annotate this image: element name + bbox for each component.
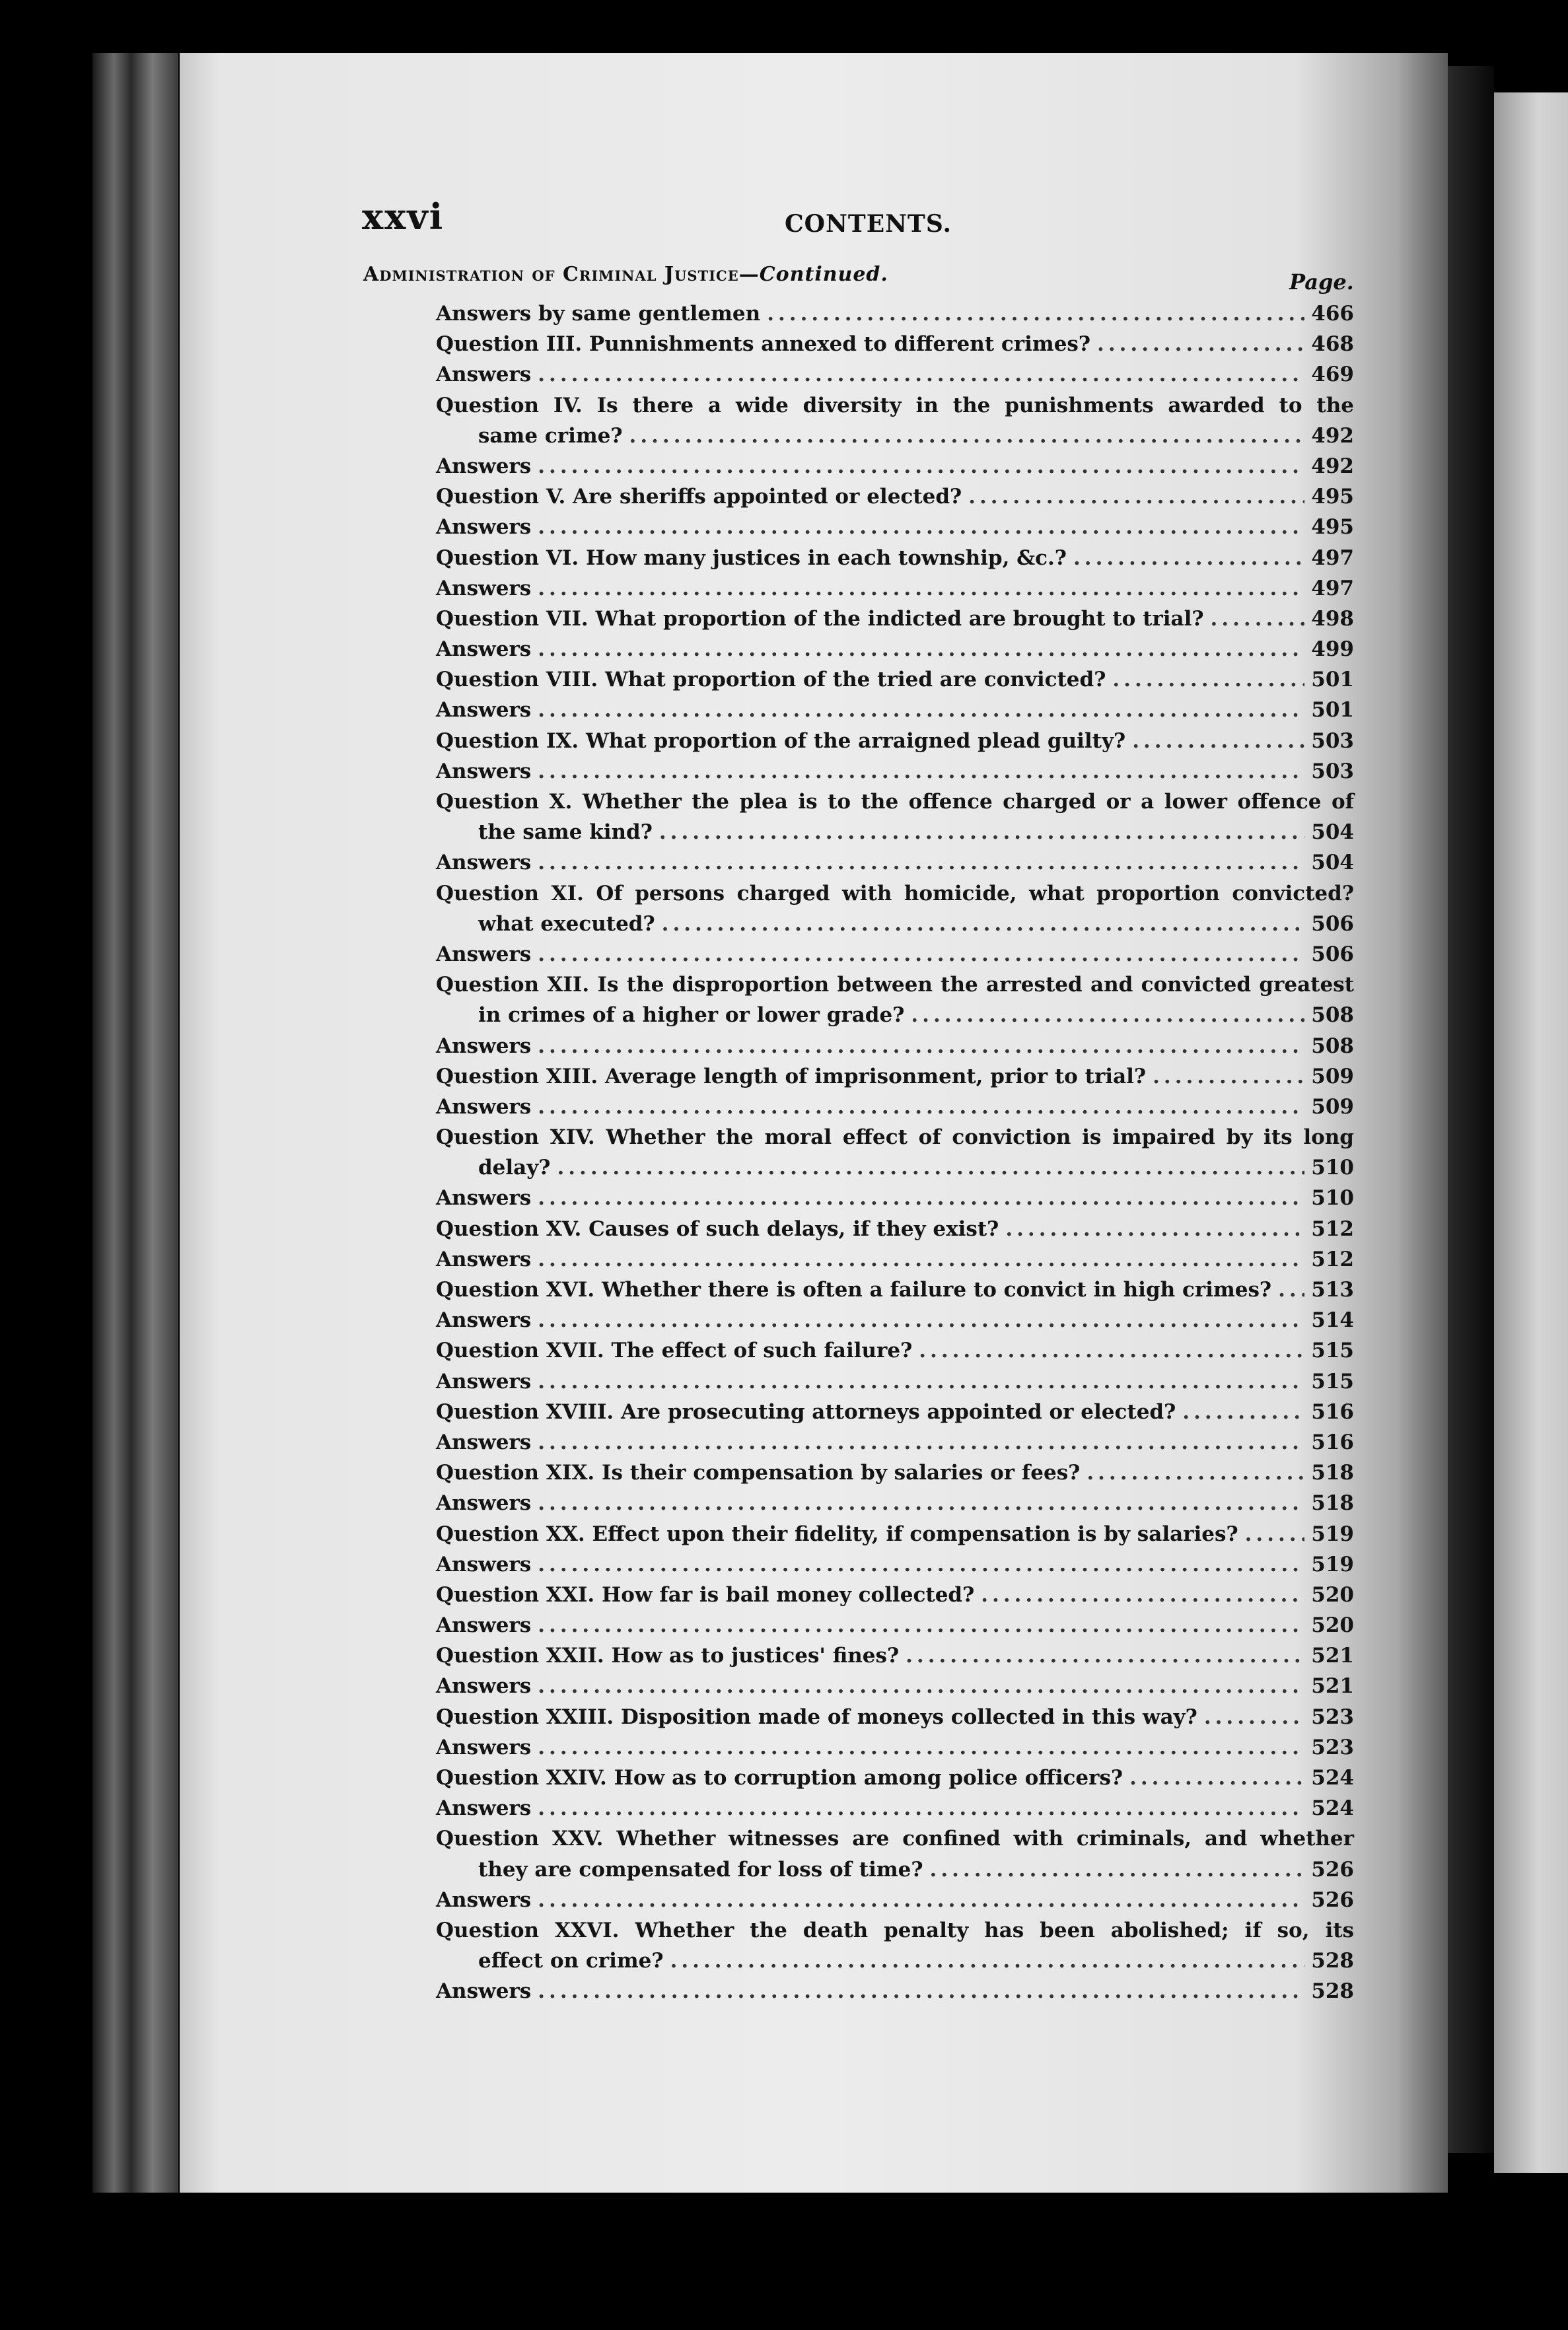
- contents-entry: [436, 1244, 1354, 1275]
- entry-title: Answers: [436, 637, 532, 662]
- book-gutter: [1448, 66, 1494, 2153]
- entry-page-number: 508: [1311, 1034, 1354, 1058]
- leader-dots: [538, 1427, 1304, 1458]
- leader-dots: [557, 1152, 1304, 1183]
- leader-dots: [670, 1946, 1305, 1976]
- entry-title: Answers: [436, 454, 532, 478]
- entry-title: Answers: [436, 851, 532, 875]
- contents-entry: [436, 1671, 1354, 1701]
- entry-title: Answers: [436, 1491, 532, 1516]
- contents-entry: [436, 1946, 1354, 1976]
- contents-entry: [436, 909, 1354, 939]
- contents-entry: [436, 939, 1354, 970]
- entry-title: Question IX. What proportion of the arraigned plead guilty?: [436, 728, 1126, 753]
- entry-page-number: 492: [1311, 423, 1354, 448]
- entry-page-number: 524: [1311, 1766, 1354, 1790]
- leader-dots: [1153, 1061, 1304, 1092]
- entry-page-number: 504: [1311, 851, 1354, 875]
- leader-dots: [930, 1854, 1305, 1885]
- entry-title: Answers: [436, 576, 532, 600]
- leader-dots: [1087, 1458, 1304, 1488]
- leader-dots: [662, 909, 1305, 939]
- entry-page-number: 497: [1311, 546, 1354, 570]
- section-heading-continued: Continued.: [759, 263, 888, 286]
- contents-entry-first-line: Question XXVI. Whether the death penalty has been abolished; if so, its: [436, 1918, 1354, 1942]
- contents-entry: [436, 1763, 1354, 1793]
- entry-page-number: 509: [1311, 1064, 1354, 1088]
- section-heading-text: Administration of Criminal Justice—: [363, 263, 760, 286]
- leader-dots: [1073, 543, 1304, 573]
- entry-page-number: 469: [1311, 363, 1354, 387]
- entry-title: delay?: [478, 1156, 551, 1180]
- entry-page-number: 521: [1311, 1644, 1354, 1668]
- entry-page-number: 526: [1311, 1857, 1354, 1882]
- leader-dots: [538, 1885, 1304, 1915]
- entry-title: Answers: [436, 698, 532, 723]
- leader-dots: [538, 1793, 1304, 1823]
- leader-dots: [1211, 604, 1305, 634]
- entry-page-number: 523: [1311, 1705, 1354, 1729]
- contents-entry: [436, 695, 1354, 725]
- contents-entry: [436, 1183, 1354, 1213]
- entry-title: they are compensated for loss of time?: [478, 1857, 923, 1882]
- leader-dots: [538, 1549, 1304, 1580]
- entry-title: what executed?: [478, 911, 655, 936]
- entry-page-number: 520: [1311, 1582, 1354, 1607]
- entry-page-number: 495: [1311, 515, 1354, 540]
- leader-dots: [538, 1031, 1304, 1061]
- leader-dots: [538, 1092, 1304, 1122]
- entry-title: Question III. Punnishments annexed to different crimes?: [436, 332, 1091, 357]
- contents-entry: [436, 664, 1354, 695]
- entry-page-number: 515: [1311, 1369, 1354, 1394]
- entry-title: Question VI. How many justices in each township, &c.?: [436, 546, 1067, 570]
- leader-dots: [538, 1610, 1304, 1641]
- entry-page-number: 498: [1311, 606, 1354, 631]
- entry-title: Answers: [436, 1979, 532, 2004]
- contents-entry: [436, 543, 1354, 573]
- contents-entry: [436, 1488, 1354, 1518]
- leader-dots: [981, 1580, 1304, 1610]
- entry-page-number: 520: [1311, 1613, 1354, 1638]
- contents-entry: [436, 1854, 1354, 1885]
- entry-page-number: 515: [1311, 1339, 1354, 1363]
- entry-title: Question XXIV. How as to corruption among police officers?: [436, 1766, 1123, 1790]
- contents-entry: [436, 451, 1354, 481]
- entry-page-number: 503: [1311, 759, 1354, 783]
- entry-title: Answers: [436, 759, 532, 783]
- entry-title: Answers: [436, 515, 532, 540]
- leader-dots: [538, 634, 1304, 664]
- contents-entry: [436, 1061, 1354, 1092]
- entry-page-number: 509: [1311, 1094, 1354, 1119]
- entry-page-number: 512: [1311, 1217, 1354, 1241]
- contents-entry: [436, 1976, 1354, 2006]
- contents-entry: [436, 1214, 1354, 1244]
- entry-title: Answers: [436, 1735, 532, 1759]
- contents-entry: [436, 573, 1354, 604]
- contents-entry: [436, 1366, 1354, 1397]
- contents-entry: [436, 1885, 1354, 1915]
- book-page-edges: [92, 53, 178, 2193]
- entry-title: Answers: [436, 1369, 532, 1394]
- contents-entry: [436, 421, 1354, 451]
- entry-page-number: 521: [1311, 1674, 1354, 1699]
- entry-page-number: 523: [1311, 1735, 1354, 1759]
- leader-dots: [538, 1671, 1304, 1701]
- entry-title: Answers: [436, 1552, 532, 1576]
- entry-title: Answers: [436, 1888, 532, 1912]
- page-column-label: Page.: [1289, 269, 1354, 295]
- contents-entry: [436, 1000, 1354, 1030]
- leader-dots: [538, 512, 1304, 542]
- leader-dots: [1245, 1519, 1305, 1549]
- leader-dots: [538, 359, 1304, 390]
- entry-page-number: 528: [1311, 1979, 1354, 2004]
- entry-page-number: 519: [1311, 1522, 1354, 1546]
- entry-page-number: 513: [1311, 1278, 1354, 1302]
- leader-dots: [538, 1244, 1304, 1275]
- entry-page-number: 499: [1311, 637, 1354, 662]
- contents-entry: [436, 1275, 1354, 1305]
- entry-page-number: 512: [1311, 1247, 1354, 1271]
- entry-title: Answers: [436, 1094, 532, 1119]
- facing-page-bleed: [1494, 92, 1568, 2173]
- entry-title: Question XXII. How as to justices' fines?: [436, 1644, 900, 1668]
- leader-dots: [538, 1366, 1304, 1397]
- leader-dots: [1278, 1275, 1304, 1305]
- leader-dots: [1005, 1214, 1304, 1244]
- contents-entry: [436, 1732, 1354, 1763]
- entry-title: Question VII. What proportion of the indicted are brought to trial?: [436, 606, 1204, 631]
- entry-page-number: 518: [1311, 1461, 1354, 1485]
- contents-entry: [436, 1031, 1354, 1061]
- leader-dots: [538, 451, 1304, 481]
- entry-title: Answers: [436, 1308, 532, 1333]
- entry-page-number: 503: [1311, 728, 1354, 753]
- leader-dots: [629, 421, 1305, 451]
- entry-page-number: 514: [1311, 1308, 1354, 1333]
- entry-page-number: 504: [1311, 820, 1354, 845]
- contents-list: [436, 299, 1354, 2007]
- contents-entry: [436, 329, 1354, 359]
- leader-dots: [538, 1488, 1304, 1518]
- entry-title: Question XVII. The effect of such failure?: [436, 1339, 913, 1363]
- leader-dots: [767, 299, 1304, 329]
- entry-page-number: 510: [1311, 1186, 1354, 1211]
- leader-dots: [1129, 1763, 1304, 1793]
- contents-entry-first-line: Question XI. Of persons charged with homicide, what proportion convicted?: [436, 881, 1354, 905]
- contents-entry: [436, 1793, 1354, 1823]
- entry-title: Answers: [436, 1034, 532, 1058]
- contents-entry: [436, 604, 1354, 634]
- contents-entry: [436, 1610, 1354, 1641]
- page-number: xxvi: [362, 195, 445, 238]
- entry-page-number: 501: [1311, 668, 1354, 692]
- leader-dots: [538, 1976, 1304, 2006]
- contents-entry: [436, 817, 1354, 847]
- contents-entry-first-line: Question XXV. Whether witnesses are confined with criminals, and whether: [436, 1827, 1354, 1851]
- entry-title: Answers: [436, 1796, 532, 1821]
- leader-dots: [1112, 664, 1304, 695]
- leader-dots: [538, 847, 1304, 878]
- entry-title: Question XVIII. Are prosecuting attorneys appointed or elected?: [436, 1399, 1176, 1424]
- entry-page-number: 508: [1311, 1003, 1354, 1028]
- leader-dots: [538, 1732, 1304, 1763]
- leader-dots: [538, 939, 1304, 970]
- entry-page-number: 516: [1311, 1430, 1354, 1454]
- contents-entry: [436, 1152, 1354, 1183]
- leader-dots: [538, 1305, 1304, 1335]
- entry-page-number: 524: [1311, 1796, 1354, 1821]
- entry-title: Answers: [436, 1613, 532, 1638]
- entry-title: Question XXIII. Disposition made of moneys collected in this way?: [436, 1705, 1197, 1729]
- entry-title: Answers: [436, 1247, 532, 1271]
- entry-page-number: 492: [1311, 454, 1354, 478]
- entry-title: effect on crime?: [478, 1949, 664, 1973]
- entry-title: Answers: [436, 363, 532, 387]
- entry-title: Question XVI. Whether there is often a failure to convict in high crimes?: [436, 1278, 1272, 1302]
- entry-title: Question V. Are sheriffs appointed or elected?: [436, 485, 962, 509]
- entry-title: Question XIII. Average length of imprisonment, prior to trial?: [436, 1064, 1147, 1088]
- contents-entry-first-line: Question IV. Is there a wide diversity in the punishments awarded to the: [436, 393, 1354, 417]
- contents-entry-first-line: Question XII. Is the disproportion between the arrested and convicted greatest: [436, 973, 1354, 997]
- entry-title: Answers: [436, 1430, 532, 1454]
- entry-page-number: 519: [1311, 1552, 1354, 1576]
- contents-entry: [436, 1641, 1354, 1671]
- entry-page-number: 497: [1311, 576, 1354, 600]
- contents-entry: [436, 847, 1354, 878]
- entry-page-number: 526: [1311, 1888, 1354, 1912]
- leader-dots: [538, 573, 1304, 604]
- entry-page-number: 506: [1311, 911, 1354, 936]
- entry-title: Answers: [436, 1674, 532, 1699]
- contents-entry: [436, 1702, 1354, 1732]
- entry-title: same crime?: [478, 423, 623, 448]
- leader-dots: [906, 1641, 1304, 1671]
- contents-entry-first-line: Question XIV. Whether the moral effect of conviction is impaired by its long: [436, 1125, 1354, 1150]
- entry-title: Question XX. Effect upon their fidelity, if compensation is by salaries?: [436, 1522, 1238, 1546]
- contents-entry: [436, 481, 1354, 512]
- leader-dots: [1204, 1702, 1304, 1732]
- contents-entry: [436, 359, 1354, 390]
- contents-entry: [436, 1458, 1354, 1488]
- leader-dots: [1097, 329, 1304, 359]
- contents-entry: [436, 756, 1354, 787]
- entry-title: Question XV. Causes of such delays, if they exist?: [436, 1217, 999, 1241]
- leader-dots: [538, 756, 1304, 787]
- entry-page-number: 506: [1311, 942, 1354, 966]
- page-title: CONTENTS.: [785, 210, 952, 238]
- entry-title: Answers by same gentlemen: [436, 302, 761, 326]
- contents-entry-first-line: Question X. Whether the plea is to the offence charged or a lower offence of: [436, 790, 1354, 814]
- entry-title: in crimes of a higher or lower grade?: [478, 1003, 905, 1028]
- contents-entry: [436, 1092, 1354, 1122]
- leader-dots: [1132, 726, 1304, 756]
- entry-title: the same kind?: [478, 820, 653, 845]
- contents-entry: [436, 726, 1354, 756]
- entry-page-number: 501: [1311, 698, 1354, 723]
- entry-page-number: 516: [1311, 1399, 1354, 1424]
- section-heading: [363, 263, 888, 286]
- entry-title: Question VIII. What proportion of the tried are convicted?: [436, 668, 1106, 692]
- contents-entry: [436, 1519, 1354, 1549]
- leader-dots: [538, 1183, 1304, 1213]
- contents-entry: [436, 634, 1354, 664]
- entry-page-number: 528: [1311, 1949, 1354, 1973]
- entry-page-number: 468: [1311, 332, 1354, 357]
- leader-dots: [911, 1000, 1304, 1030]
- entry-title: Question XIX. Is their compensation by salaries or fees?: [436, 1461, 1081, 1485]
- contents-entry: [436, 1549, 1354, 1580]
- contents-entry: [436, 512, 1354, 542]
- facing-page-edge: [1494, 92, 1568, 2173]
- entry-page-number: 510: [1311, 1156, 1354, 1180]
- leader-dots: [659, 817, 1304, 847]
- entry-page-number: 466: [1311, 302, 1354, 326]
- contents-entry: [436, 1427, 1354, 1458]
- leader-dots: [968, 481, 1304, 512]
- leader-dots: [1182, 1397, 1304, 1427]
- entry-page-number: 518: [1311, 1491, 1354, 1516]
- contents-entry: [436, 1305, 1354, 1335]
- entry-page-number: 495: [1311, 485, 1354, 509]
- contents-entry: [436, 299, 1354, 329]
- contents-entry: [436, 1397, 1354, 1427]
- leader-dots: [538, 695, 1304, 725]
- entry-title: Answers: [436, 1186, 532, 1211]
- entry-title: Question XXI. How far is bail money collected?: [436, 1582, 975, 1607]
- entry-title: Answers: [436, 942, 532, 966]
- contents-entry: [436, 1580, 1354, 1610]
- contents-entry: [436, 1335, 1354, 1366]
- leader-dots: [919, 1335, 1304, 1366]
